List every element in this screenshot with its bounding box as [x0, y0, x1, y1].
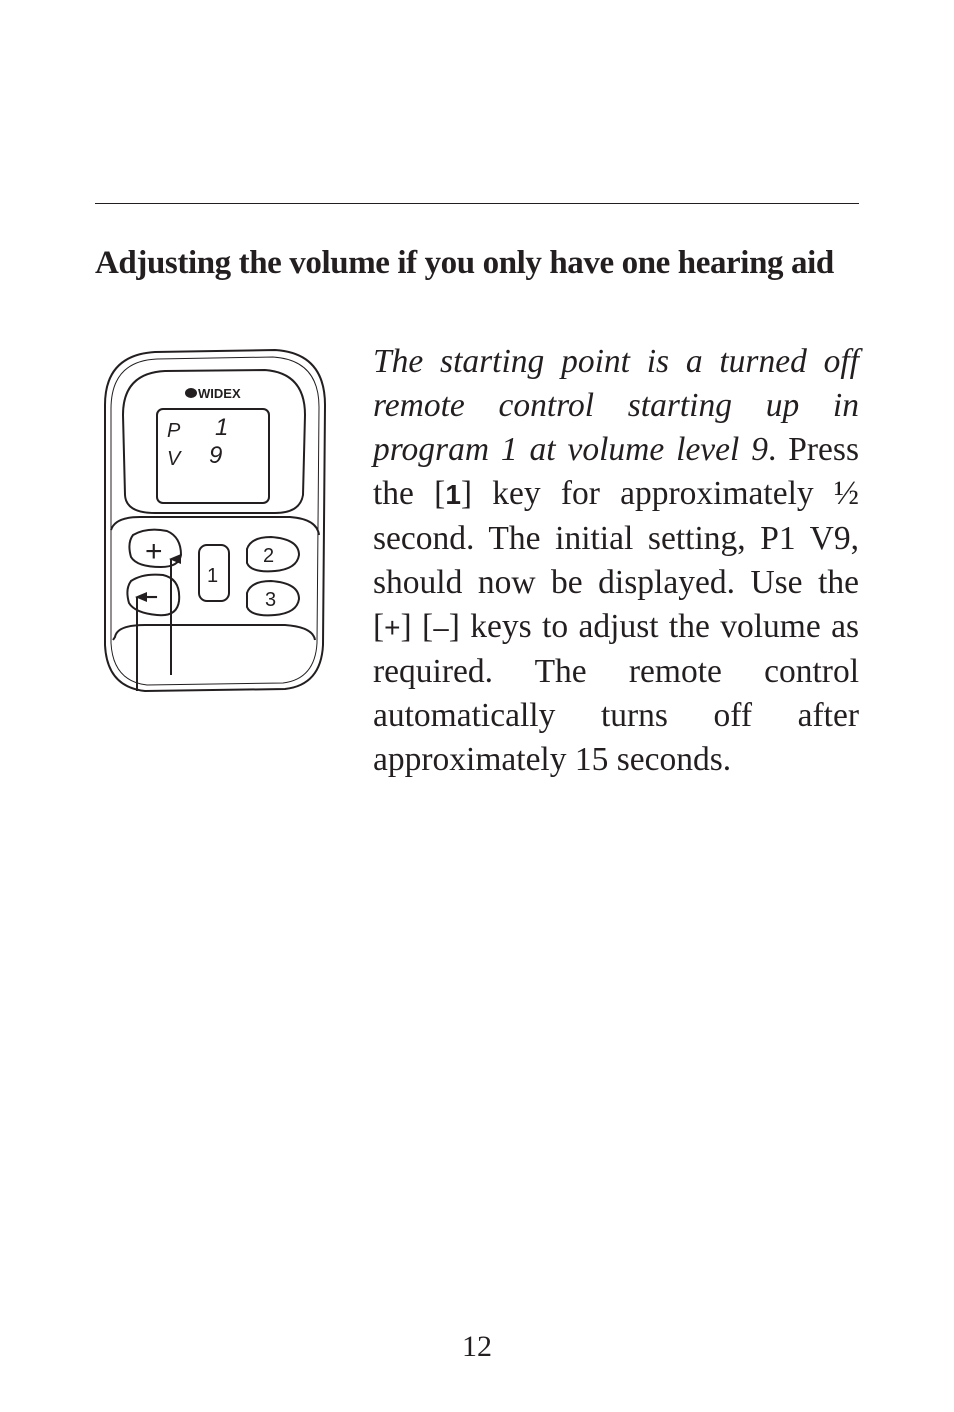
widex-logo: [185, 386, 241, 401]
key-2-label: 2: [263, 545, 275, 567]
plus-key-reference: +: [384, 612, 401, 643]
remote-control-illustration: [95, 345, 335, 695]
key-1-label: 1: [207, 565, 219, 587]
lcd-volume-label: V: [167, 448, 181, 470]
grip-area: [113, 625, 315, 640]
section-heading: Adjusting the volume if you only have one hearing aid: [95, 245, 834, 281]
lcd-program-value: 1: [215, 414, 229, 441]
key-1-reference: 1: [445, 479, 461, 510]
key-3-label: 3: [265, 589, 277, 611]
starting-point-italic: The starting point is a turned off remote control starting up in program 1 at volume level 9: [373, 343, 859, 468]
lcd-volume-value: 9: [209, 442, 223, 469]
keypad-area: [111, 517, 319, 535]
instruction-paragraph: The starting point is a turned off remote control starting up in program 1 at volume level 9. Press the [1] key for approximately ½ second. The initial setting, P1 V9, should now be displayed. Use the [+] [–] keys to adjust the volume as required. The remote control automatically turns off after approximately 15 seconds.: [373, 343, 859, 778]
svg-text:WIDEX: WIDEX: [198, 386, 241, 401]
minus-key-label: −: [141, 581, 159, 614]
page-number: 12: [462, 1330, 492, 1363]
top-rule: [95, 203, 859, 204]
minus-key-reference: –: [433, 612, 449, 643]
plus-key-label: +: [145, 535, 163, 568]
remote-body-inner-outline: [111, 357, 319, 685]
lcd-program-label: P: [167, 420, 181, 442]
